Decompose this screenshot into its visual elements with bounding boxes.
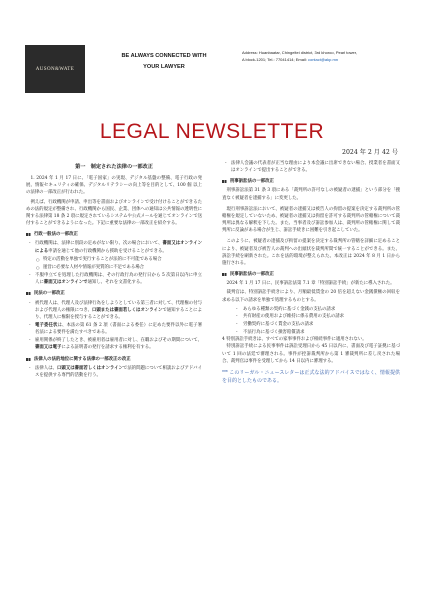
tagline-line-1: BE ALWAYS CONNECTED WITH <box>121 53 207 59</box>
item-text: 共有財産の使用および維持に係る費用の支払の請求 <box>243 314 344 320</box>
section-marker-icon <box>26 232 31 237</box>
dash-marker: - <box>236 329 238 335</box>
list-item <box>26 240 202 254</box>
item-text: による証明書の発行を請求する権利を有する。 <box>61 345 154 351</box>
intro-paragraph-2: 例えば、行政機関が申請、申出等を書面およびオンラインで受け付けることができるための法的規定が整備され、行政機関から国民、企業、団体への通知は公共情報の透明性に関する法律第 18 条 2 項に規定されているシステムや公式メールを通じてオンラインで送付することができるようになった。下記に重要な法律の一部改正を紹介する。 <box>26 199 202 227</box>
item-text: 不法行為に基づく損害賠償請求 <box>243 329 305 335</box>
item-text: 法律人会議の代表者が正当な理由により本会議に出席できない場合、授業者を書面又はオンラインで提出することができる。 <box>231 161 400 174</box>
heading-text: 刑事訴訟法の一部改正 <box>230 179 274 185</box>
disclaimer-note <box>222 369 400 385</box>
list-item <box>26 300 202 321</box>
asterisk-marker: *** <box>222 369 230 376</box>
section-marker-icon <box>26 291 31 296</box>
item-text: 被代理人は、代理人及び法律行為をしようとしている第三者に対して、代理権の付与および代理人の権限につき、 <box>35 300 202 313</box>
dash-marker: - <box>29 365 31 371</box>
dash-marker: - <box>236 321 238 327</box>
sub-list-item <box>26 264 202 271</box>
dash-marker: - <box>29 273 31 279</box>
list-item <box>26 322 202 336</box>
company-logo <box>25 45 85 93</box>
logo-text: AUSON&WATE <box>35 66 75 72</box>
item-text: 申請を通じて他の行政機関から援助を受けることができる。 <box>48 248 167 254</box>
item-text: 通知し、それを文書化する。 <box>87 280 145 286</box>
list-item <box>222 160 400 174</box>
section-title-1: 第一 制定された法律の一部改正 <box>75 164 153 170</box>
item-text: 運営に必要な人材や情報が実質的に不足である場合 <box>43 264 144 270</box>
dash-marker: - <box>29 322 31 328</box>
item-bold-text: 書面又は電子 <box>35 345 62 351</box>
heading-text: 行政一般法の一部改正 <box>34 232 78 238</box>
item-text: で通知することにより、代理人に権限を授与することができる。 <box>35 307 202 320</box>
issue-number: 2024 年 2 月 42 号 <box>342 149 398 156</box>
item-text: で法的問題について相談およびアドバイスを提供する専門的活動を行う。 <box>35 365 202 378</box>
sub-list-item <box>222 306 400 313</box>
item-text: あらゆる種類の契約に基づく金銭の支払の請求 <box>243 306 336 312</box>
heading-administrative-law <box>26 231 202 238</box>
phone-email-prefix: A block-1201; Tel.: 77041414; Email: <box>242 57 308 63</box>
item-bold-text: 口頭又は書面若しくはオンライン <box>57 365 123 371</box>
paragraph: 刑事訴訟法第 31 条 3 項にある「裁判所の許可なしの被疑者の逮捕」という部分を「捜査なく被疑者を逮捕する」に変更した。 <box>222 188 400 201</box>
newsletter-title: LEGAL NEWSLETTER <box>99 120 325 143</box>
item-text: 労働契約に基づく賃金の支払の請求 <box>243 321 314 327</box>
phone-email-line <box>242 56 412 63</box>
section-marker-icon <box>222 272 227 277</box>
item-bold-text: 口頭または書面若しくはオンライン <box>92 307 163 313</box>
heading-legal-professional-law <box>26 356 202 363</box>
heading-civil-law <box>26 290 202 297</box>
dash-marker: - <box>29 241 31 247</box>
item-text: 法律人は、 <box>35 365 58 371</box>
paragraph: 2024 年 1 月 17 日に、民事訴訟法第 7.1 章「特別訴訟手続」が新たに導入された。 <box>226 281 395 287</box>
sub-list-item <box>222 329 400 336</box>
list-item <box>26 272 202 286</box>
dash-marker: - <box>236 314 238 320</box>
item-bold-text: 電子委任状 <box>35 322 58 328</box>
heading-criminal-procedure-law <box>222 178 400 185</box>
dash-marker: - <box>29 338 31 344</box>
paragraph: このように、被疑者の逮捕及び拘留の提案を決定する裁判所の管轄を詳細に定めることにより、被疑者及び被告人の裁判への出頭状を裁判所間で統一することができる。また、訴訟手続を刷新された。これを法的環境が整えられた。本改正は 2024 年 8 月 1 日から施行される。 <box>222 239 400 266</box>
email-link[interactable]: contact@akp.mn <box>307 57 339 63</box>
section-marker-icon <box>26 357 31 362</box>
tagline-line-2: YOUR LAWYER <box>143 64 185 70</box>
section-marker-icon <box>222 179 227 184</box>
item-bold-text: 書面又はオンラインで <box>43 280 88 286</box>
item-text: 不服申立てを処理した行政機関は、その行政行為の発行日から 5 次第日以内に申立人に <box>35 273 202 286</box>
heading-text: 民事訴訟法の一部改正 <box>230 272 274 278</box>
intro-paragraph-1: 1. 2024 年 1 月 17 日に、「電子国家」の実現、デジタル基盤の整備、電子行政の発展、情報セキュリティの確保、デジタルリテラシーの向上等を目的として、100 個 以上の法律の一部改正が行われた。 <box>26 176 202 196</box>
circle-marker: ○ <box>36 256 40 262</box>
sub-list-item <box>26 256 202 263</box>
left-column <box>26 160 202 380</box>
tagline <box>112 51 216 73</box>
list-item <box>26 337 202 351</box>
circle-marker: ○ <box>36 264 40 270</box>
item-text: 雇用関係が終了したとき、被雇用者は雇用者に対し、在職およびその期間について、 <box>35 338 202 344</box>
item-text: 特定の活動を単独で実行することが法的に不可能である場合 <box>43 256 162 262</box>
paragraph: 裁判官は、特別訴訟手続きにより、月額最低賃金の 20 倍を超えない金銭債権の回収を求める以下の請求を単独で処理するものとする。 <box>222 290 400 303</box>
dash-marker: - <box>236 306 238 312</box>
contact-info <box>242 49 412 63</box>
item-text: は、本法の第 61 条 2 項（書面による委任）に定めた要件以外に電子署名法による要件を満たすべきである。 <box>35 322 202 336</box>
heading-text: 民法の一部改正 <box>34 291 65 297</box>
dash-marker: - <box>225 161 227 166</box>
heading-civil-procedure-law <box>222 271 400 278</box>
right-column <box>222 160 400 385</box>
item-text: 行政機関は、法律に別段の定めがない限り、次の場合において、 <box>35 241 163 247</box>
heading-text: 法律人の法的地位に関する法律の一部改正の改正 <box>34 356 131 362</box>
sub-list-item <box>222 313 400 320</box>
dash-marker: - <box>29 300 31 306</box>
disclaimer-text: このリーガル・ニュースレターは正式な法的アドバイスではなく、情報提供を目的としたものである。 <box>222 369 400 384</box>
sub-list-item <box>222 321 400 328</box>
address-text: Address: Huanbaatar, Chingeltei district, 3rd khoroo, Pearl tower, <box>242 50 357 55</box>
paragraph: 特別訴訟手続による民事事件は訴訟受理日から 45 日以内に、書面及び電子証拠に基づいて 1 回の法廷で審理される。事件が控訴裁判所から第 1 審裁判所に差し戻された場合、裁判官は事件を受理してから 14 日以内に審理する。 <box>222 344 400 364</box>
paragraph: 現行刑事訴訟法において、被疑者の逮捕又は被告人の拘留の提案を決定する裁判所の管轄権を規定していないため、被疑者の逮捕又は拘留を許可する裁判所の管轄権について裁判所は異なる解釈を下した。また、当事者及び訴訟参加人は、裁判所の管轄権に関して裁判所に反論がある場合が生じ、訴訟手続きに困難を引き起こしていた。 <box>222 206 400 234</box>
list-item <box>26 365 202 379</box>
paragraph: 4 特別訴訟手続きは、すべての家事事件および相続事件に適用されない。 <box>222 337 367 343</box>
item-bold-text: 書面又はオンラインによる <box>35 241 202 254</box>
